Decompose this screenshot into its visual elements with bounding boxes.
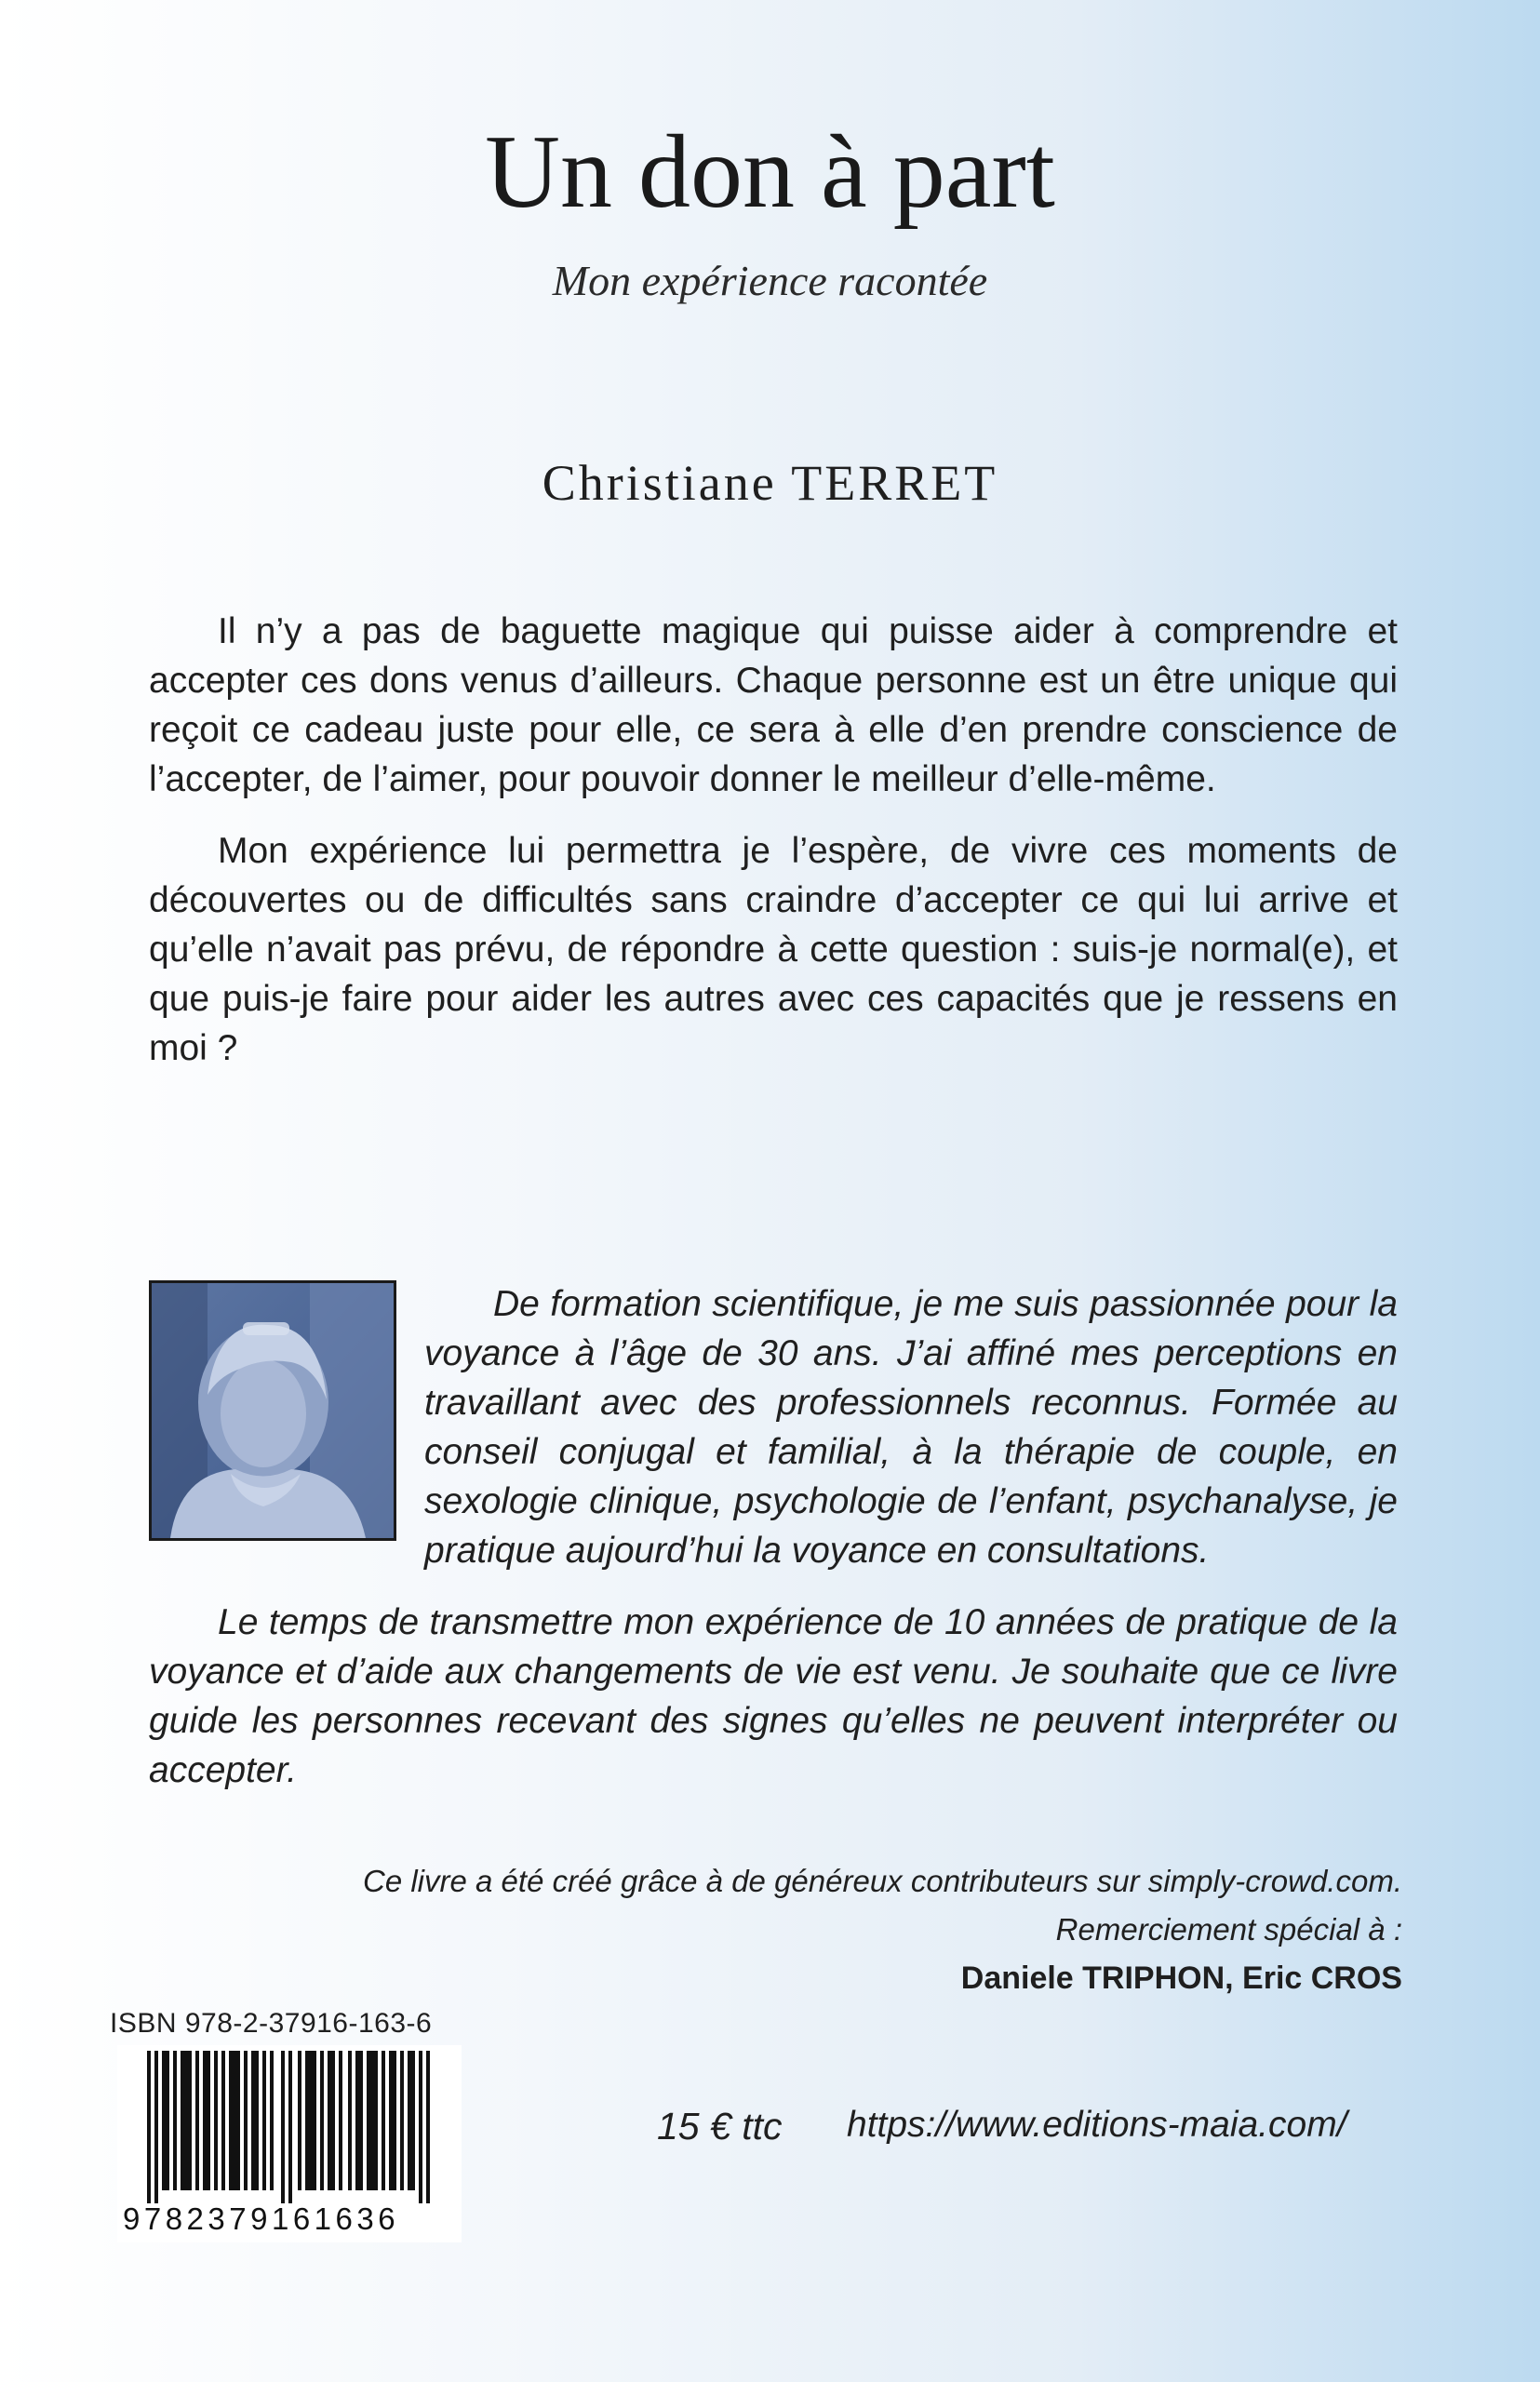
- barcode-bars: [128, 2051, 450, 2203]
- author-bio: [149, 1279, 1398, 1817]
- isbn-label: ISBN 978-2-37916-163-6: [110, 2008, 433, 2039]
- book-subtitle: Mon expérience racontée: [552, 257, 988, 304]
- photo-spacer: [149, 1279, 424, 1557]
- bio-paragraph-1: De formation scientifique, je me suis passionnée pour la voyance à l’âge de 30 ans. J’ai affiné mes perceptions en travaillant avec des professionnels reconnus. Formée au conseil conjugal et familial, à la thérapie de couple, en sexologie clinique, psychologie de l’enfant, psychanalyse, je pratique aujourd’hui la voyance en consultations.: [424, 1284, 1398, 1571]
- summary-block: [149, 607, 1398, 1095]
- credits-block: [363, 1857, 1402, 2002]
- book-title: Un don à part: [485, 114, 1055, 230]
- bio-paragraph-2: Le temps de transmettre mon expérience de 10 années de pratique de la voyance et d’aide aux changements de vie est venu. Je souhaite que ce livre guide les personnes recevant des signes qu’elles ne peuvent interpréter ou accepter.: [149, 1602, 1398, 1790]
- publisher-website-link[interactable]: https://www.editions-maia.com/: [847, 2105, 1347, 2145]
- price: 15 € ttc: [657, 2105, 783, 2148]
- barcode: [117, 2045, 462, 2242]
- thanks-label: Remerciement spécial à :: [1055, 1912, 1402, 1947]
- thanks-names: Daniele TRIPHON, Eric CROS: [960, 1960, 1402, 1996]
- summary-paragraph-2: Mon expérience lui permettra je l’espère, de vivre ces moments de découvertes ou de difficultés sans craindre d’accepter ce qui lui arrive et qu’elle n’avait pas prévu, de répondre à cette question : suis-je normal(e), et que puis-je faire pour aider les autres avec ces capacités que je ressens en moi ?: [149, 831, 1398, 1068]
- author-name: Christiane TERRET: [542, 455, 998, 511]
- barcode-digits: 9782379161636: [123, 2201, 400, 2236]
- crowdfunding-note: Ce livre a été créé grâce à de généreux contributeurs sur simply-crowd.com.: [363, 1864, 1402, 1898]
- summary-paragraph-1: Il n’y a pas de baguette magique qui puisse aider à comprendre et accepter ces dons venus d’ailleurs. Chaque personne est un être unique qui reçoit ce cadeau juste pour elle, ce sera à elle d’en prendre conscience de l’accepter, de l’aimer, pour pouvoir donner le meilleur d’elle-même.: [149, 611, 1398, 799]
